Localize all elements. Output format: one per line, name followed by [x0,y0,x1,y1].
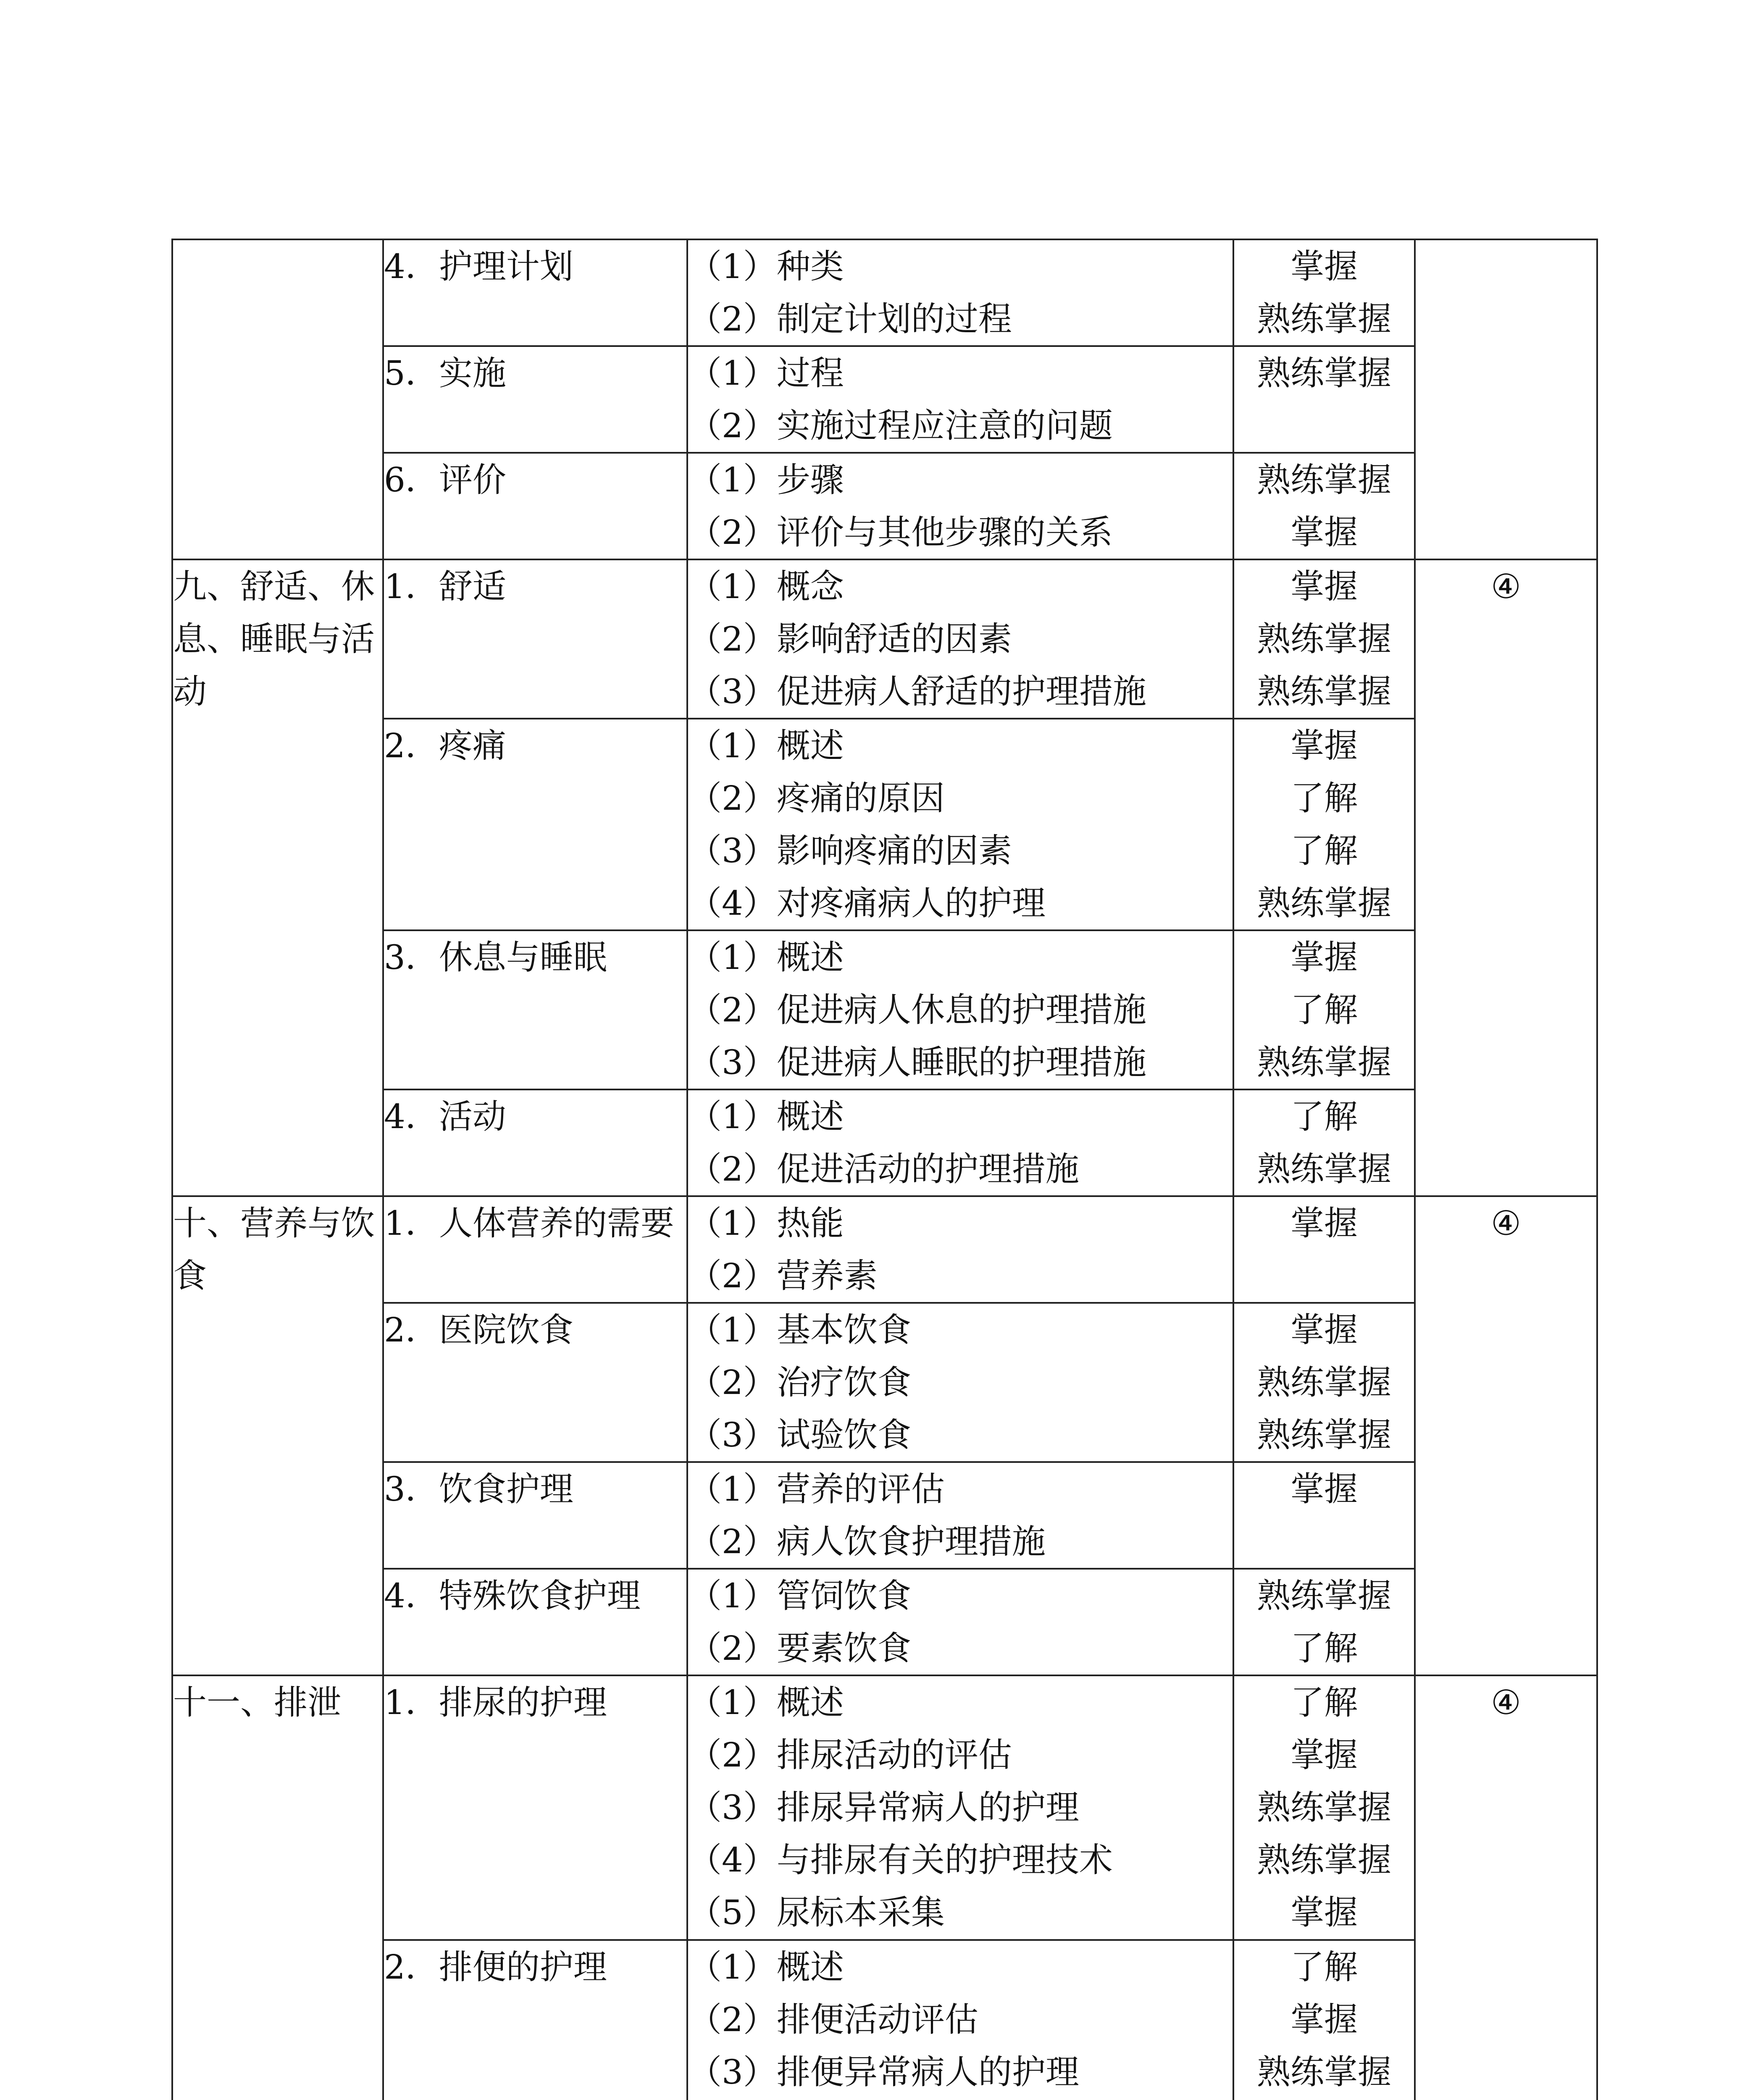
point-item: （4）与排尿有关的护理技术 [688,1840,1113,1880]
table-row [172,1089,1597,1196]
point-item: （2）营养素 [688,1256,878,1295]
level-item: 掌握 [1290,2000,1358,2039]
point-item: （1）概述 [688,938,844,977]
table-row [172,239,1597,346]
unit-title: 十、营养与饮食 [173,1204,375,1295]
point-item: （2）病人饮食护理措施 [688,1522,1046,1561]
level-item: 熟练掌握 [1257,620,1391,659]
level-item: 熟练掌握 [1257,1415,1391,1454]
level-cell [1233,559,1415,719]
point-item: （1）步骤 [688,460,844,499]
level-item: 掌握 [1290,247,1358,286]
level-item: 熟练掌握 [1257,1576,1391,1615]
table-row [172,1569,1597,1675]
points-cell [687,453,1233,559]
point-item: （4）对疼痛病人的护理 [688,884,1046,923]
note-cell: ④ [1415,1675,1597,2100]
note-cell: ④ [1415,559,1597,1196]
point-item: （3）排尿异常病人的护理 [688,1788,1079,1827]
level-cell [1233,719,1415,930]
point-item: （1）管饲饮食 [688,1576,911,1615]
point-item: （3）试验饮食 [688,1415,911,1454]
points-cell [687,346,1233,453]
points-cell [687,1675,1233,1940]
level-cell [1233,346,1415,453]
level-item: 掌握 [1290,513,1358,552]
point-item: （1）基本饮食 [688,1310,911,1349]
level-cell [1233,1675,1415,1940]
unit-cell [172,1196,383,1675]
points-cell [687,559,1233,719]
table-row [172,930,1597,1089]
level-item: 了解 [1290,779,1358,818]
level-item: 掌握 [1290,726,1358,765]
syllabus-table [171,239,1598,2100]
point-item: （2）疼痛的原因 [688,779,945,818]
level-cell [1233,1569,1415,1675]
point-item: （1）概念 [688,567,844,606]
level-item: 熟练掌握 [1257,299,1391,339]
table-row [172,1462,1597,1569]
points-cell [687,930,1233,1089]
level-item: 熟练掌握 [1257,460,1391,499]
table-row [172,559,1597,719]
point-item: （1）热能 [688,1204,844,1243]
content-cell: 4．活动 [383,1089,687,1196]
table-row [172,453,1597,559]
point-item: （2）影响舒适的因素 [688,620,1012,659]
content-cell: 2．疼痛 [383,719,687,930]
content-cell: 5．实施 [383,346,687,453]
point-item: （2）促进病人休息的护理措施 [688,990,1146,1029]
level-item: 熟练掌握 [1257,1363,1391,1402]
content-cell: 3．休息与睡眠 [383,930,687,1089]
note-cell [1415,239,1597,559]
note-cell: ④ [1415,1196,1597,1675]
points-cell [687,1462,1233,1569]
point-item: （1）概述 [688,1683,844,1722]
level-item: 了解 [1290,1629,1358,1668]
level-item: 掌握 [1290,567,1358,606]
content-cell: 2．排便的护理 [383,1940,687,2100]
point-item: （2）促进活动的护理措施 [688,1150,1079,1189]
table-row [172,346,1597,453]
points-cell [687,239,1233,346]
level-cell [1233,1089,1415,1196]
level-item: 熟练掌握 [1257,672,1391,711]
point-item: （1）概述 [688,1948,844,1987]
level-item: 熟练掌握 [1257,1150,1391,1189]
level-cell [1233,1196,1415,1303]
level-cell [1233,453,1415,559]
level-cell [1233,930,1415,1089]
content-title: 1．人体营养的需要 [384,1204,674,1243]
unit-title: 九、舒适、休息、睡眠与活动 [173,567,375,711]
level-item: 熟练掌握 [1257,354,1391,393]
level-item [1234,2098,1414,2100]
point-item [688,2098,1233,2100]
point-item: （1）过程 [688,354,844,393]
point-item: （1）概述 [688,1097,844,1136]
level-item: 掌握 [1290,1893,1358,1932]
level-item: 掌握 [1290,1310,1358,1349]
level-item: 掌握 [1290,1470,1358,1509]
point-item: （3）促进病人睡眠的护理措施 [688,1043,1146,1082]
level-item: 了解 [1290,1948,1358,1987]
point-item: （5）尿标本采集 [688,1893,945,1932]
content-cell: 4．护理计划 [383,239,687,346]
table-row [172,1675,1597,1940]
level-item: 掌握 [1290,938,1358,977]
content-cell: 3．饮食护理 [383,1462,687,1569]
point-item: （1）种类 [688,247,844,286]
point-item: （3）排便异常病人的护理 [688,2053,1079,2092]
content-cell: 6．评价 [383,453,687,559]
point-item: （1）营养的评估 [688,1470,945,1509]
content-cell [383,1196,687,1303]
level-item: 熟练掌握 [1257,884,1391,923]
points-cell [687,1196,1233,1303]
table-row [172,1196,1597,1303]
point-item: （2）评价与其他步骤的关系 [688,513,1113,552]
level-cell [1233,1462,1415,1569]
table-row [172,1940,1597,2100]
points-cell [687,1940,1233,2100]
table-row [172,1303,1597,1462]
level-item: 熟练掌握 [1257,1043,1391,1082]
point-item: （2）实施过程应注意的问题 [688,406,1113,445]
level-cell [1233,1303,1415,1462]
point-item: （2）治疗饮食 [688,1363,911,1402]
content-cell: 1．排尿的护理 [383,1675,687,1940]
points-cell [687,1303,1233,1462]
unit-cell: 十一、排泄 [172,1675,383,2100]
point-item: （2）排尿活动的评估 [688,1735,1012,1774]
points-cell [687,719,1233,930]
level-item: 掌握 [1290,1204,1358,1243]
level-item: 熟练掌握 [1257,2053,1391,2092]
content-cell: 1．舒适 [383,559,687,719]
content-cell: 2．医院饮食 [383,1303,687,1462]
point-item: （2）制定计划的过程 [688,299,1012,339]
level-item: 了解 [1290,831,1358,870]
content-cell: 4．特殊饮食护理 [383,1569,687,1675]
level-item: 了解 [1290,1097,1358,1136]
point-item: （3）促进病人舒适的护理措施 [688,672,1146,711]
point-item: （2）要素饮食 [688,1629,911,1668]
level-item: 了解 [1290,1683,1358,1722]
level-cell [1233,1940,1415,2100]
level-cell [1233,239,1415,346]
point-item: （3）影响疼痛的因素 [688,831,1012,870]
level-item: 了解 [1290,990,1358,1029]
level-item: 熟练掌握 [1257,1788,1391,1827]
points-cell [687,1569,1233,1675]
point-item: （1）概述 [688,726,844,765]
level-item: 掌握 [1290,1735,1358,1774]
table-row [172,719,1597,930]
level-item: 熟练掌握 [1257,1840,1391,1880]
unit-cell [172,559,383,1196]
unit-cell [172,239,383,559]
points-cell [687,1089,1233,1196]
point-item: （2）排便活动评估 [688,2000,978,2039]
